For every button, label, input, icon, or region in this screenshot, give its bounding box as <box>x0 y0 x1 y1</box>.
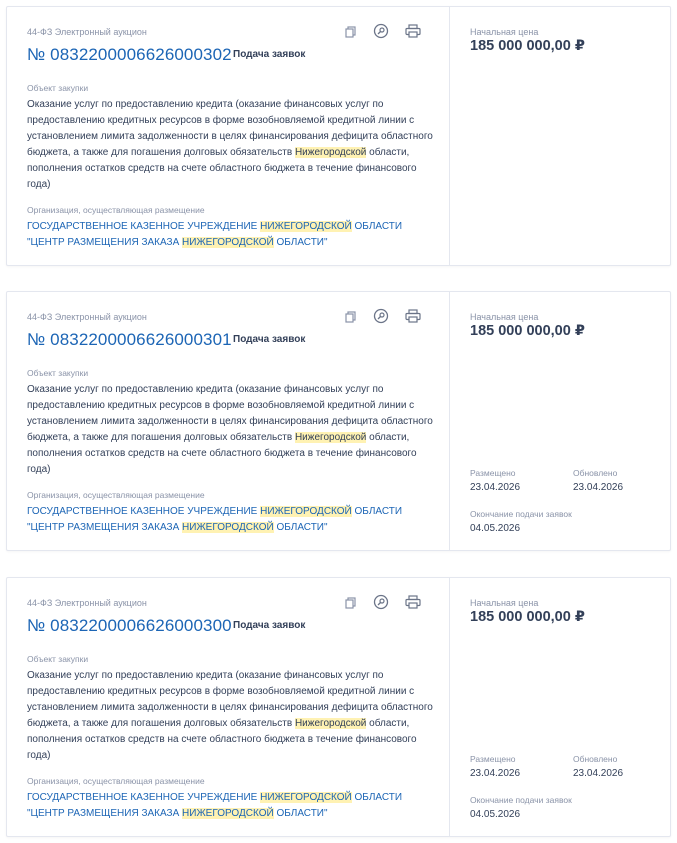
highlight-match: Нижегородской <box>294 718 367 729</box>
copy-icon[interactable] <box>345 25 357 43</box>
object-label: Объект закупки <box>27 368 89 378</box>
purchase-card <box>6 577 671 837</box>
org-label: Организация, осуществляющая размещение <box>27 776 205 786</box>
org-link[interactable]: ГОСУДАРСТВЕННОЕ КАЗЕННОЕ УЧРЕЖДЕНИЕ НИЖЕГОРОДСКОЙ ОБЛАСТИ "ЦЕНТР РАЗМЕЩЕНИЯ ЗАКАЗА НИЖЕГОРОДСКОЙ ОБЛАСТИ" <box>27 792 403 819</box>
purchase-card <box>6 6 671 266</box>
object-label: Объект закупки <box>27 654 89 664</box>
price-value: 185 000 000,00 ₽ <box>470 609 585 625</box>
highlight-match: Нижегородской <box>294 147 367 158</box>
updated-date: 23.04.2026 <box>573 768 624 779</box>
highlight-match: НИЖЕГОРОДСКОЙ <box>182 237 274 248</box>
posted-label: Размещено <box>470 754 516 764</box>
law-type: 44-ФЗ Электронный аукцион <box>27 27 147 37</box>
deadline-label: Окончание подачи заявок <box>470 795 572 805</box>
print-icon[interactable] <box>405 595 421 614</box>
print-icon[interactable] <box>405 24 421 43</box>
highlight-match: НИЖЕГОРОДСКОЙ <box>182 522 274 533</box>
highlight-match: Нижегородской <box>294 432 367 443</box>
purchase-card <box>6 291 671 551</box>
org-label: Организация, осуществляющая размещение <box>27 205 205 215</box>
highlight-match: НИЖЕГОРОДСКОЙ <box>260 792 352 803</box>
posted-date: 23.04.2026 <box>470 482 521 493</box>
status-label: Подача заявок <box>233 334 306 345</box>
purchase-number-link[interactable]: № 0832200006626000302 <box>27 45 232 64</box>
purchase-number-link[interactable]: № 0832200006626000300 <box>27 616 232 635</box>
card-main <box>7 578 449 836</box>
law-type: 44-ФЗ Электронный аукцион <box>27 598 147 608</box>
purchase-number-link[interactable]: № 0832200006626000301 <box>27 330 232 349</box>
posted-label: Размещено <box>470 468 516 478</box>
object-description: Оказание услуг по предоставлению кредита (оказание финансовых услуг по предоставлению кредитных ресурсов в форме возобновляемой кредитной линии с установлением лимита задолженности в целях финансирования дефицита областного бюджета, а также для погашения долговых обязательств Нижегородской области, пополнения остатков средств на счете областного бюджета в течение финансового года) <box>27 384 433 475</box>
deadline-date: 04.05.2026 <box>470 809 521 820</box>
card-actions <box>345 310 430 328</box>
document-search-icon[interactable] <box>373 308 389 329</box>
card-actions <box>345 596 430 614</box>
deadline-date: 04.05.2026 <box>470 523 521 534</box>
card-side <box>449 7 670 265</box>
org-link[interactable]: ГОСУДАРСТВЕННОЕ КАЗЕННОЕ УЧРЕЖДЕНИЕ НИЖЕГОРОДСКОЙ ОБЛАСТИ "ЦЕНТР РАЗМЕЩЕНИЯ ЗАКАЗА НИЖЕГОРОДСКОЙ ОБЛАСТИ" <box>27 506 403 533</box>
price-label: Начальная цена <box>470 312 539 322</box>
updated-date: 23.04.2026 <box>573 482 624 493</box>
updated-label: Обновлено <box>573 754 618 764</box>
document-search-icon[interactable] <box>373 23 389 44</box>
deadline-label: Окончание подачи заявок <box>470 509 572 519</box>
status-label: Подача заявок <box>233 620 306 631</box>
object-description: Оказание услуг по предоставлению кредита (оказание финансовых услуг по предоставлению кредитных ресурсов в форме возобновляемой кредитной линии с установлением лимита задолженности в целях финансирования дефицита областного бюджета, а также для погашения долговых обязательств Нижегородской области, пополнения остатков средств на счете областного бюджета в течение финансового года) <box>27 670 433 761</box>
highlight-match: НИЖЕГОРОДСКОЙ <box>260 221 352 232</box>
object-description: Оказание услуг по предоставлению кредита (оказание финансовых услуг по предоставлению кредитных ресурсов в форме возобновляемой кредитной линии с установлением лимита задолженности в целях финансирования дефицита областного бюджета, а также для погашения долговых обязательств Нижегородской области, пополнения остатков средств на счете областного бюджета в течение финансового года) <box>27 99 433 190</box>
card-side <box>449 292 670 550</box>
card-main <box>7 7 449 265</box>
price-label: Начальная цена <box>470 27 539 37</box>
org-link[interactable]: ГОСУДАРСТВЕННОЕ КАЗЕННОЕ УЧРЕЖДЕНИЕ НИЖЕГОРОДСКОЙ ОБЛАСТИ "ЦЕНТР РАЗМЕЩЕНИЯ ЗАКАЗА НИЖЕГОРОДСКОЙ ОБЛАСТИ" <box>27 221 403 248</box>
card-main <box>7 292 449 550</box>
card-side <box>449 578 670 836</box>
object-label: Объект закупки <box>27 83 89 93</box>
posted-date: 23.04.2026 <box>470 768 521 779</box>
price-value: 185 000 000,00 ₽ <box>470 38 585 54</box>
print-icon[interactable] <box>405 309 421 328</box>
status-label: Подача заявок <box>233 49 306 60</box>
price-label: Начальная цена <box>470 598 539 608</box>
document-search-icon[interactable] <box>373 594 389 615</box>
law-type: 44-ФЗ Электронный аукцион <box>27 312 147 322</box>
copy-icon[interactable] <box>345 310 357 328</box>
card-actions <box>345 25 430 43</box>
copy-icon[interactable] <box>345 596 357 614</box>
updated-label: Обновлено <box>573 468 618 478</box>
highlight-match: НИЖЕГОРОДСКОЙ <box>260 506 352 517</box>
org-label: Организация, осуществляющая размещение <box>27 490 205 500</box>
highlight-match: НИЖЕГОРОДСКОЙ <box>182 808 274 819</box>
price-value: 185 000 000,00 ₽ <box>470 323 585 339</box>
